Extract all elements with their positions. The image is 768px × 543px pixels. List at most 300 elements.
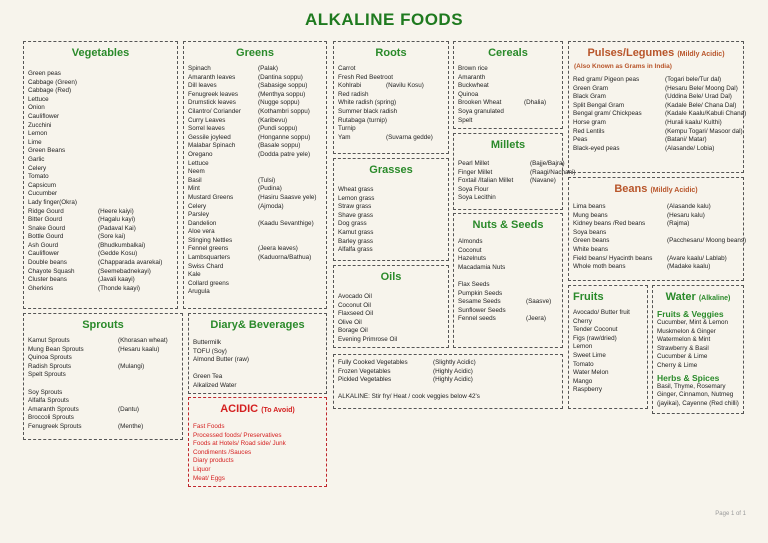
item-name: Watermelon & Mint xyxy=(657,336,711,344)
list-item xyxy=(184,74,326,83)
item-name: Almond Butter (raw) xyxy=(193,356,249,364)
list-item xyxy=(184,142,326,151)
item-local-name: (Menthe) xyxy=(118,422,144,430)
item-local-name: (Seemebadnekayi) xyxy=(98,267,151,275)
list-item xyxy=(24,242,177,251)
item-name: Sunflower Seeds xyxy=(458,306,506,314)
item-name: Sorrel leaves xyxy=(188,125,225,133)
item-local-name: (Batani/ Matar) xyxy=(665,136,707,144)
item-local-name: (Dodda patre yele) xyxy=(258,150,311,158)
item-name: Summer black radish xyxy=(338,107,398,115)
item-name: Fennel seeds xyxy=(458,315,496,323)
item-name: Cilantro/ Coriander xyxy=(188,107,241,115)
item-name: Soya Lecithin xyxy=(458,194,496,202)
water-fruits-heading: Fruits & Veggies xyxy=(657,309,724,319)
item-local-name: (Jeera leaves) xyxy=(258,245,298,253)
list-item xyxy=(334,229,448,238)
list-item xyxy=(334,212,448,221)
item-name: Cauliflower xyxy=(28,250,60,258)
item-local-name: (Menthya soppu) xyxy=(258,90,306,98)
list-item xyxy=(454,281,562,290)
list-item xyxy=(653,336,743,345)
item-name: White beans xyxy=(573,245,609,253)
list-item xyxy=(454,168,576,178)
item-name: Lettuce xyxy=(28,95,49,103)
list-item xyxy=(334,246,448,255)
item-name: Basil, Thyme, Rosemary xyxy=(657,382,726,390)
list-item xyxy=(189,348,326,357)
item-name: Diary products xyxy=(193,457,234,465)
item-name: Spelt xyxy=(458,116,473,124)
item-name: Mung beans xyxy=(573,211,608,219)
item-name: Lemon grass xyxy=(338,194,375,202)
vegetables-list xyxy=(24,70,177,293)
list-item xyxy=(24,285,177,294)
item-local-name: (Heere kaiyi) xyxy=(98,207,134,215)
item-name: Lady finger(Okra) xyxy=(28,198,77,206)
item-name: Tender Coconut xyxy=(573,326,618,334)
list-item xyxy=(569,361,647,370)
beans-box xyxy=(568,177,747,281)
dairy-heading: Diary& Beverages xyxy=(210,319,305,331)
item-name: Foods at Hotels/ Road side/ Junk xyxy=(193,440,286,448)
list-item xyxy=(184,228,326,237)
item-name: Drumstick leaves xyxy=(188,99,236,107)
item-local-name: (Honganne soppu) xyxy=(258,133,311,141)
greens-heading: Greens xyxy=(236,47,274,59)
millets-box xyxy=(453,133,576,210)
oils-list xyxy=(334,293,448,345)
item-local-name: (Jeera) xyxy=(526,315,546,323)
water-heading: Water (Alkaline) xyxy=(665,291,731,303)
item-name: Kidney beans /Red beans xyxy=(573,220,646,228)
list-item xyxy=(24,346,182,355)
list-item xyxy=(24,423,182,432)
item-name: Onion xyxy=(28,104,45,112)
list-item xyxy=(454,238,562,247)
item-local-name: (Sabasige soppu) xyxy=(258,82,308,90)
cooked-note: ALKALINE: Stir fry/ Heat / cook veggies below 42's xyxy=(338,392,480,400)
list-item xyxy=(184,91,326,100)
item-name: Green Gram xyxy=(573,84,608,92)
list-item xyxy=(454,82,562,91)
sprouts-list xyxy=(24,337,182,432)
list-item xyxy=(24,190,177,199)
item-local-name: (Pacchesaru/ Moong beans) xyxy=(667,237,747,245)
list-item xyxy=(653,328,743,337)
item-name: Kamut Sprouts xyxy=(28,337,70,344)
list-item xyxy=(24,389,182,398)
fruits-heading: Fruits xyxy=(573,291,604,303)
item-name: Sesame Seeds xyxy=(458,298,501,306)
item-name: Parsley xyxy=(188,211,209,219)
item-name: Cucumber, Mint & Lemon xyxy=(657,319,729,326)
list-item xyxy=(24,199,177,208)
item-local-name: (Sore kai) xyxy=(98,233,126,241)
list-item xyxy=(454,108,562,117)
item-name: Cauliflower xyxy=(28,112,60,120)
fruits-box xyxy=(568,285,648,409)
pulses-list xyxy=(569,76,747,153)
acidic-list xyxy=(189,423,326,483)
list-item xyxy=(24,165,177,174)
item-name: Dandelion xyxy=(188,219,217,227)
list-item xyxy=(454,272,562,281)
list-item xyxy=(184,65,326,74)
list-item xyxy=(189,457,326,466)
item-name: Fast Foods xyxy=(193,423,225,430)
item-name: Fenugreek Sprouts xyxy=(28,422,82,430)
list-item xyxy=(184,125,326,134)
list-item xyxy=(184,108,326,117)
item-name: Peas xyxy=(573,136,588,144)
item-name: Whole moth beans xyxy=(573,263,626,271)
list-item xyxy=(569,255,743,264)
item-name: Meat/ Eggs xyxy=(193,474,225,482)
millets-list xyxy=(454,160,576,203)
item-name: Field beans/ Hyacinth beans xyxy=(573,254,653,262)
item-name: Broccoli Sprouts xyxy=(28,414,74,422)
item-name: Fenugreek leaves xyxy=(188,90,239,98)
list-item xyxy=(454,290,562,299)
list-item xyxy=(334,108,448,117)
list-item xyxy=(454,315,562,324)
cooked-list xyxy=(334,359,562,385)
list-item xyxy=(569,93,743,102)
item-name: Collard greens xyxy=(188,279,229,287)
acidic-box xyxy=(188,397,327,487)
list-item xyxy=(24,182,177,191)
list-item xyxy=(653,383,743,392)
list-item xyxy=(24,156,177,165)
item-name: Dog grass xyxy=(338,220,367,228)
item-name: Swiss Chard xyxy=(188,262,224,270)
page-indicator: Page 1 of 1 xyxy=(715,511,746,517)
list-item xyxy=(334,319,448,328)
item-name: Condiments /Sauces xyxy=(193,448,252,456)
list-item xyxy=(24,337,182,346)
item-name: Barley grass xyxy=(338,237,373,245)
list-item xyxy=(24,354,182,363)
item-name: Carrot xyxy=(338,65,356,72)
list-item xyxy=(334,91,448,100)
item-name: Garlic xyxy=(28,155,45,163)
list-item xyxy=(569,246,743,255)
dairy-box xyxy=(188,313,327,394)
item-local-name: (Dantu) xyxy=(118,405,139,413)
item-name: (jayikai), Cayenne (Red chilli) xyxy=(657,399,739,407)
item-local-name: (Pudina) xyxy=(258,185,282,193)
list-item xyxy=(454,264,562,273)
list-item xyxy=(454,298,562,307)
list-item xyxy=(334,327,448,336)
item-name: Ginger, Cinnamon, Nutmeg xyxy=(657,391,734,399)
item-name: Pickled Vegetables xyxy=(338,376,392,384)
list-item xyxy=(24,208,177,217)
item-local-name: (Alasande kalu) xyxy=(667,203,711,210)
list-item xyxy=(184,160,326,169)
list-item xyxy=(653,345,743,354)
item-name: Spelt Sprouts xyxy=(28,371,66,379)
item-local-name: (Kaduorna/Bathua) xyxy=(258,254,312,262)
water-herbs-heading: Herbs & Spices xyxy=(657,372,720,383)
list-item xyxy=(184,254,326,263)
item-name: Zucchini xyxy=(28,121,52,129)
list-item xyxy=(454,65,562,74)
list-item xyxy=(184,117,326,126)
item-local-name: (Kadale Bele/ Chana Dal) xyxy=(665,101,737,109)
list-item xyxy=(189,339,326,348)
list-item xyxy=(184,271,326,280)
item-local-name: (Rajma) xyxy=(667,220,690,228)
cereals-heading: Cereals xyxy=(488,47,528,59)
item-name: Bitter Gourd xyxy=(28,216,62,224)
list-item xyxy=(569,145,743,154)
list-item xyxy=(24,225,177,234)
item-local-name: (Alasande/ Lobia) xyxy=(665,144,715,152)
list-item xyxy=(184,185,326,194)
item-name: Sweet Lime xyxy=(573,351,606,359)
nuts-seeds-heading: Nuts & Seeds xyxy=(472,219,544,231)
list-item xyxy=(24,87,177,96)
list-item xyxy=(184,134,326,143)
item-name: Amaranth leaves xyxy=(188,73,236,81)
item-name: Wheat grass xyxy=(338,186,374,193)
item-name: Macadamia Nuts xyxy=(458,263,506,271)
list-item xyxy=(334,99,448,108)
item-name: Straw grass xyxy=(338,203,372,211)
item-name: Finger Millet xyxy=(458,168,493,176)
list-item xyxy=(334,302,448,311)
item-name: Cherry & Lime xyxy=(657,361,698,369)
water-herbs-list xyxy=(653,383,743,409)
list-item xyxy=(569,110,747,119)
list-item xyxy=(334,359,562,368)
item-name: Flax Seeds xyxy=(458,280,490,288)
item-name: Soya beans xyxy=(573,228,607,236)
list-item xyxy=(454,307,562,316)
list-item xyxy=(189,432,326,441)
item-local-name: (Gedde Kosu) xyxy=(98,250,138,258)
item-name: Fennel greens xyxy=(188,245,229,253)
item-name: TOFU (Soy) xyxy=(193,347,227,355)
item-name: Curry Leaves xyxy=(188,116,226,124)
item-name: Ash Gourd xyxy=(28,241,59,249)
item-local-name: (Navane) xyxy=(530,177,556,185)
item-local-name: (Nugge soppu) xyxy=(258,99,300,107)
item-local-name: (Basale soppu) xyxy=(258,142,301,150)
list-item xyxy=(569,85,743,94)
item-name: Mango xyxy=(573,377,593,385)
item-local-name: (Hesaru kaalu) xyxy=(118,345,160,353)
item-name: Coconut xyxy=(458,246,482,254)
item-name: Quinoa xyxy=(458,90,479,98)
item-name: Stinging Nettles xyxy=(188,236,233,244)
list-item xyxy=(653,353,743,362)
list-item xyxy=(569,263,743,272)
item-name: Cucumber & Lime xyxy=(657,353,708,361)
list-item xyxy=(454,186,562,195)
list-item xyxy=(653,391,743,400)
cereals-list xyxy=(454,65,562,125)
item-name: Evening Primrose Oil xyxy=(338,335,398,343)
item-local-name: (Kaadu Sevanthige) xyxy=(258,219,314,227)
item-name: Black Gram xyxy=(573,93,606,101)
item-name: Hazelnuts xyxy=(458,255,487,263)
item-local-name: (Ajmoda) xyxy=(258,202,284,210)
list-item xyxy=(334,376,562,385)
item-name: Red radish xyxy=(338,90,369,98)
item-name: Radish Sprouts xyxy=(28,362,72,370)
item-name: Raspberry xyxy=(573,386,603,394)
item-name: Buttermilk xyxy=(193,339,221,346)
item-name: Bottle Gourd xyxy=(28,233,64,241)
item-local-name: (Togari bele/Tur dal) xyxy=(665,76,722,83)
list-item xyxy=(569,237,747,246)
item-name: Avocado/ Butter fruit xyxy=(573,309,630,316)
list-item xyxy=(569,212,743,221)
item-name: Kamut grass xyxy=(338,228,374,236)
list-item xyxy=(653,362,743,371)
item-local-name: (Thonde kaayi) xyxy=(98,284,140,292)
item-local-name: (Hesaru kalu) xyxy=(667,211,705,219)
item-name: Lettuce xyxy=(188,159,209,167)
list-item xyxy=(454,255,562,264)
list-item xyxy=(184,168,326,177)
list-item xyxy=(24,96,177,105)
acidic-heading: ACIDIC (To Avoid) xyxy=(220,403,295,415)
beans-list xyxy=(569,203,747,272)
roots-box xyxy=(333,41,449,154)
item-name: Brown rice xyxy=(458,65,488,72)
item-name: Spinach xyxy=(188,65,211,72)
water-fruits-list xyxy=(653,319,743,371)
item-name: Neem xyxy=(188,168,205,176)
list-item xyxy=(184,220,326,229)
item-name: Red gram/ Pigeon peas xyxy=(573,76,640,83)
list-item xyxy=(189,373,326,382)
item-name: Mustard Greens xyxy=(188,193,234,201)
list-item xyxy=(184,203,326,212)
list-item xyxy=(24,406,182,415)
item-name: Olive Oil xyxy=(338,318,362,326)
list-item xyxy=(184,177,326,186)
item-name: Lime xyxy=(28,138,42,146)
grasses-list xyxy=(334,186,448,255)
nuts-seeds-list xyxy=(454,238,562,324)
item-name: Tomato xyxy=(28,173,49,181)
list-item xyxy=(569,136,743,145)
item-name: Soy Sprouts xyxy=(28,388,63,396)
item-name: Horse gram xyxy=(573,118,606,126)
grasses-heading: Grasses xyxy=(369,164,413,176)
item-name: Yam xyxy=(338,133,351,141)
item-name: Soya Flour xyxy=(458,185,489,193)
item-local-name: (Khorasan wheat) xyxy=(118,337,168,344)
item-name: Quinoa Sprouts xyxy=(28,354,72,362)
list-item xyxy=(454,91,562,100)
item-local-name: (Saasve) xyxy=(526,298,552,306)
list-item xyxy=(24,259,177,268)
list-item xyxy=(569,386,647,395)
item-local-name: (Navilu Kosu) xyxy=(386,82,424,90)
item-name: Red Lentils xyxy=(573,127,605,135)
millets-heading: Millets xyxy=(490,139,526,151)
list-item xyxy=(189,365,326,374)
water-box xyxy=(652,285,744,414)
item-name: Processed foods/ Preservatives xyxy=(193,431,282,439)
list-item xyxy=(24,147,177,156)
list-item xyxy=(334,134,448,143)
roots-list xyxy=(334,65,448,142)
list-item xyxy=(184,288,326,297)
item-local-name: (Tulsi) xyxy=(258,176,276,184)
item-local-name: (Chapparada avarekai) xyxy=(98,259,163,267)
item-name: Brooken Wheat xyxy=(458,99,502,107)
list-item xyxy=(569,203,743,212)
list-item xyxy=(334,65,448,74)
list-item xyxy=(184,82,326,91)
item-name: Buckwheat xyxy=(458,82,489,90)
item-name: Lima beans xyxy=(573,203,606,210)
item-name: Celery xyxy=(28,164,47,172)
item-local-name: (Hasiru Saasve yele) xyxy=(258,193,317,201)
item-name: Borage Oil xyxy=(338,327,368,335)
list-item xyxy=(24,414,182,423)
vegetables-box xyxy=(23,41,178,309)
list-item xyxy=(653,400,743,409)
list-item xyxy=(569,369,647,378)
item-local-name: (Avare kaalu/ Lablab) xyxy=(667,254,727,262)
item-local-name: (Hagalu kayi) xyxy=(98,216,136,224)
item-local-name: (Kempu Togari/ Masoor dal) xyxy=(665,127,743,135)
list-item xyxy=(24,139,177,148)
item-name: Alfalfa grass xyxy=(338,246,373,254)
roots-heading: Roots xyxy=(375,47,407,59)
list-item xyxy=(334,125,448,134)
list-item xyxy=(24,79,177,88)
list-item xyxy=(454,247,562,256)
item-name: Split Bengal Gram xyxy=(573,101,625,109)
vegetables-heading: Vegetables xyxy=(71,47,130,59)
list-item xyxy=(569,378,647,387)
list-item xyxy=(189,356,326,365)
list-item xyxy=(569,352,647,361)
list-item xyxy=(334,310,448,319)
item-local-name: (Hesaru Bele/ Moong Dal) xyxy=(665,84,738,92)
sprouts-heading: Sprouts xyxy=(82,319,124,331)
item-name: Frozen Vegetables xyxy=(338,367,391,375)
item-name: Gherkins xyxy=(28,284,54,292)
list-item xyxy=(569,229,743,238)
list-item xyxy=(334,203,448,212)
item-name: Cucumber xyxy=(28,190,58,198)
item-local-name: (Mulangi) xyxy=(118,362,145,370)
greens-box xyxy=(183,41,327,309)
cereals-box xyxy=(453,41,563,129)
list-item xyxy=(24,363,182,372)
item-name: Soya granulated xyxy=(458,107,504,115)
item-name: Rutabaga (turnip) xyxy=(338,116,388,124)
list-item xyxy=(184,211,326,220)
item-local-name: (Padaval Kai) xyxy=(98,224,136,232)
item-name: Green Tea xyxy=(193,373,223,381)
list-item xyxy=(24,216,177,225)
list-item xyxy=(569,318,647,327)
item-name: Pearl Millet xyxy=(458,160,490,167)
item-name: Mint xyxy=(188,185,200,193)
item-name: Lemon xyxy=(573,343,593,351)
